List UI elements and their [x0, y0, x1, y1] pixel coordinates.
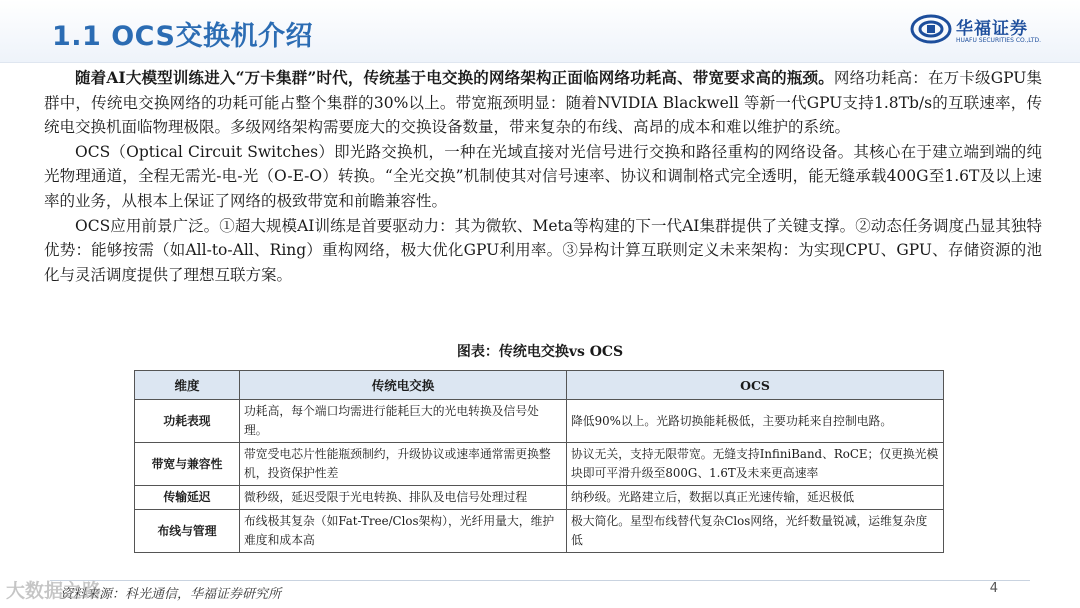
- source-note: 资料来源：科光通信，华福证券研究所: [60, 587, 282, 602]
- dimension-cell: 传输延迟: [135, 486, 240, 510]
- table-header-row: [135, 371, 944, 400]
- column-header: 维度: [135, 371, 240, 400]
- table-cell: 微秒级，延迟受限于光电转换、排队及电信号处理过程: [240, 486, 567, 510]
- table-cell: 纳秒级。光路建立后，数据以真正光速传输，延迟极低: [567, 486, 944, 510]
- paragraph-1: [44, 66, 1042, 140]
- table-row: [135, 443, 944, 486]
- table-row: [135, 510, 944, 553]
- watermark: 大数据之路: [6, 580, 102, 602]
- table-cell: 降低90%以上。光路切换能耗极低，主要功耗来自控制电路。: [567, 400, 944, 443]
- footer-divider: [50, 580, 1030, 581]
- page-title: 1.1 OCS交换机介绍: [52, 21, 313, 52]
- dimension-cell: 功耗表现: [135, 400, 240, 443]
- table-cell: 极大简化。星型布线替代复杂Clos网络，光纤数量锐减，运维复杂度低: [567, 510, 944, 553]
- paragraph-1-rest: 网络功耗高：在万卡级GPU集群中，传统电交换网络的功耗可能占整个集群的30%以上。带宽瓶颈明显：随着NVIDIA Blackwell 等新一代GPU支持1.8Tb/s的互联速率，传统电交换机面临物理极限。多级网络架构需要庞大的交换设备数量，带来复杂的布线、高昂的成本和难以维护的系统。: [44, 69, 1042, 137]
- column-header: 传统电交换: [240, 371, 567, 400]
- logo-subtitle: HUAFU SECURITIES CO.,LTD.: [956, 37, 1042, 44]
- table-caption: 图表：传统电交换vs OCS: [456, 344, 624, 360]
- logo-name: 华福证券: [956, 19, 1028, 39]
- page-number: 4: [989, 581, 998, 596]
- paragraph-2: OCS（Optical Circuit Switches）即光路交换机，一种在光域直接对光信号进行交换和路径重构的网络设备。其核心在于建立端到端的纯光物理通道，全程无需光-电-光（O-E-O）转换。“全光交换”机制使其对信号速率、协议和调制格式完全透明，能无缝承载400G至1.6T及以上速率的业务，从根本上保证了网络的极致带宽和前瞻兼容性。: [44, 142, 1042, 210]
- table-row: [135, 400, 944, 443]
- table-row: [135, 486, 944, 510]
- table-cell: 协议无关，支持无限带宽。无缝支持InfiniBand、RoCE；仅更换光模块即可平滑升级至800G、1.6T及未来更高速率: [567, 443, 944, 486]
- table-cell: 带宽受电芯片性能瓶颈制约，升级协议或速率通常需更换整机，投资保护性差: [240, 443, 567, 486]
- company-logo: [910, 12, 1040, 48]
- dimension-cell: 带宽与兼容性: [135, 443, 240, 486]
- column-header: OCS: [567, 371, 944, 400]
- paragraph-3: OCS应用前景广泛。①超大规模AI训练是首要驱动力：其为微软、Meta等构建的下一代AI集群提供了关键支撑。②动态任务调度凸显其独特优势：能够按需（如All-to-All、Ring）重构网络，极大优化GPU利用率。③异构计算互联则定义未来架构：为实现CPU、GPU、存储资源的池化与灵活调度提供了理想互联方案。: [44, 216, 1042, 284]
- table-cell: 功耗高，每个端口均需进行能耗巨大的光电转换及信号处理。: [240, 400, 567, 443]
- header-bar: [0, 0, 1080, 63]
- paragraph-1-lead: 随着AI大模型训练进入“万卡集群”时代，传统基于电交换的网络架构正面临网络功耗高、带宽要求高的瓶颈。: [75, 68, 834, 87]
- table-cell: 布线极其复杂（如Fat-Tree/Clos架构），光纤用量大，维护难度和成本高: [240, 510, 567, 553]
- body-text: [44, 66, 1042, 287]
- huafu-logo-icon: [910, 14, 952, 44]
- dimension-cell: 布线与管理: [135, 510, 240, 553]
- comparison-table: [134, 370, 944, 553]
